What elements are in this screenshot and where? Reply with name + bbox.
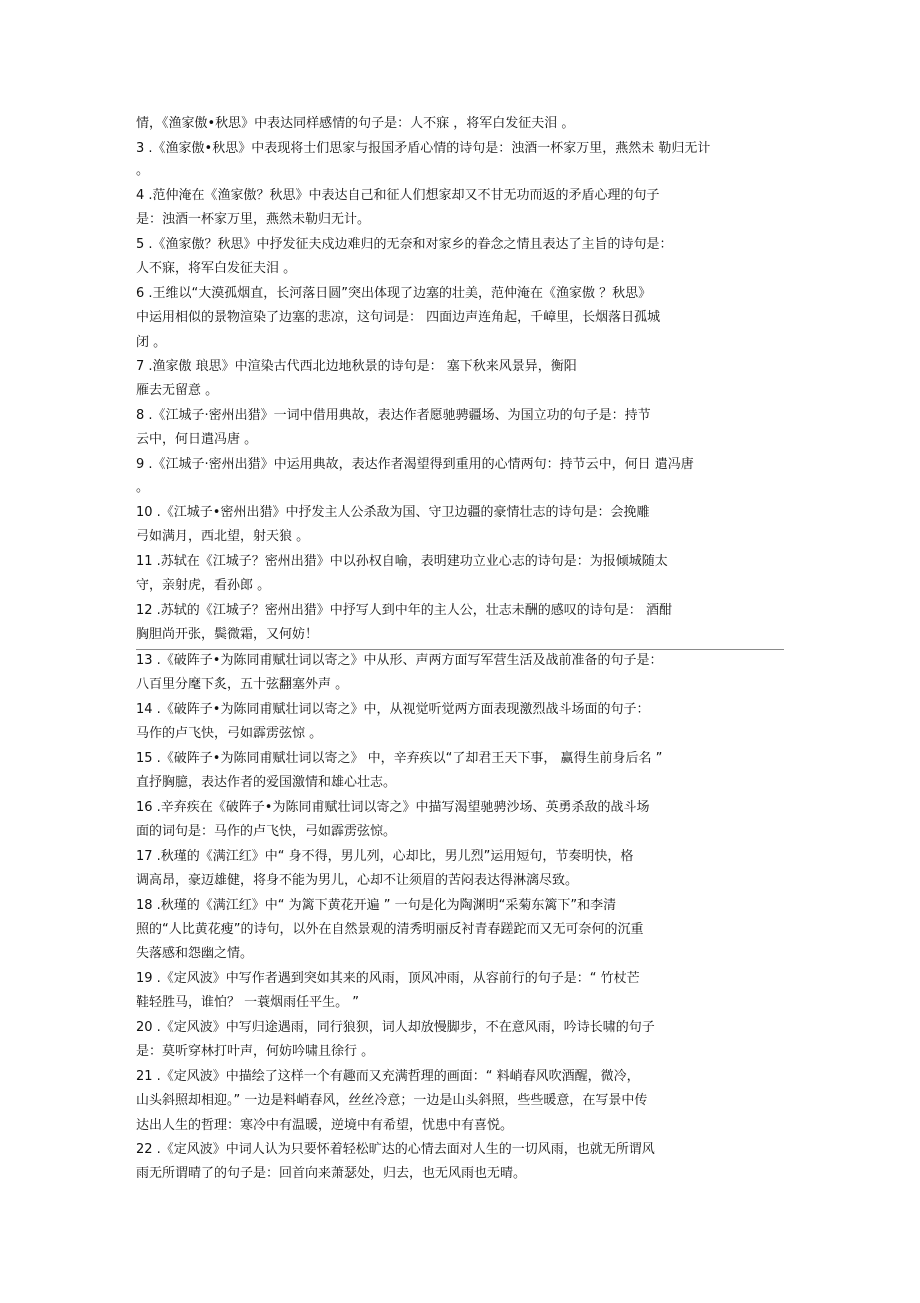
text-line-18: 弓如满月，西北望，射天狼 。 [136,529,310,544]
text-line-15: 9 .《江城子·密州出猎》中运用典故，表达作者渴望得到重用的心情两句：持节云中，何日 遣冯唐 [136,457,694,472]
text-line-11: 7 .渔家傲 琅思》中渲染古代西北边地秋景的诗句是： 塞下秋来风景异，衡阳 [136,359,577,374]
text-line-22: 胸胆尚开张，鬓微霜，又何妨！ [136,627,319,642]
text-line-27: 15 .《破阵子•为陈同甫赋壮词以寄之》 中，辛弃疾以“了却君王天下事， 赢得生前身后名 ” [136,751,663,766]
text-line-37: 鞋轻胜马，谁怕？ 一蓑烟雨任平生。 ” [136,995,359,1010]
text-line-23: 13 .《破阵子•为陈同甫赋壮词以寄之》中从形、声两方面写军营生活及战前准备的句子是： [136,653,663,668]
text-line-32: 调高昂，豪迈雄健，将身不能为男儿，心却不让须眉的苦闷表达得淋漓尽致。 [136,873,579,888]
text-line-19: 11 .苏轼在《江城子？密州出猎》中以孙权自喻，表明建功立业心志的诗句是：为报倾城随太 [136,554,668,569]
text-line-3: 。 [136,163,150,178]
text-line-25: 14 .《破阵子•为陈同甫赋壮词以寄之》中，从视觉听觉两方面表现激烈战斗场面的句子： [136,702,650,717]
text-line-38: 20 .《定风波》中写归途遇雨，同行狼狈，词人却放慢脚步，不在意风雨，吟诗长啸的句子 [136,1020,655,1035]
text-line-43: 22 .《定风波》中词人认为只要怀着轻松旷达的心情去面对人生的一切风雨，也就无所谓风 [136,1142,655,1157]
text-line-30: 面的词句是：马作的卢飞快，弓如霹雳弦惊。 [136,824,397,839]
text-line-34: 照的“人比黄花瘦”的诗句，以外在自然景观的清秀明丽反衬青春蹉跎而又无可奈何的沉重 [136,922,644,937]
text-line-28: 直抒胸臆，表达作者的爱国激情和雄心壮志。 [136,775,397,790]
text-line-26: 马作的卢飞快，弓如霹雳弦惊 。 [136,726,323,741]
text-line-33: 18 .秋瑾的《满江红》中“ 为篱下黄花开遍 ” 一句是化为陶渊明“采菊东篱下”和李清 [136,898,617,913]
text-line-42: 达出人生的哲理：寒冷中有温暖，逆境中有希望，忧患中有喜悦。 [136,1118,514,1133]
text-line-9: 中运用相似的景物渲染了边塞的悲凉，这句词是： 四面边声连角起，千嶂里，长烟落日孤城 [136,310,661,325]
text-line-29: 16 .辛弃疾在《破阵子•为陈同甫赋壮词以寄之》中描写渴望驰骋沙场、英勇杀敌的战斗场 [136,800,650,815]
text-line-1: 情，《渔家傲•秋思》中表达同样感情的句子是：人不寐 ，将军白发征夫泪 。 [136,116,575,131]
text-line-10: 闭 。 [136,335,167,350]
text-line-5: 是：浊酒一杯家万里，燕然未勒归无计。 [136,212,371,227]
text-line-17: 10 .《江城子•密州出猎》中抒发主人公杀敌为国、守卫边疆的豪情壮志的诗句是：会挽雕 [136,505,650,520]
text-line-7: 人不寐，将军白发征夫泪 。 [136,261,297,276]
text-line-40: 21 .《定风波》中描绘了这样一个有趣而又充满哲理的画面：“ 料峭春风吹酒醒，微冷， [136,1069,640,1084]
text-line-21: 12 .苏轼的《江城子？密州出猎》中抒写人到中年的主人公，壮志未酬的感叹的诗句是： 酒酣 [136,603,672,618]
text-line-8: 6 .王维以“大漠孤烟直，长河落日圆”突出体现了边塞的壮美，范仲淹在《渔家傲 ？秋思》 [136,286,652,301]
text-line-31: 17 .秋瑾的《满江红》中“ 身不得，男儿列，心却比，男儿烈”运用短句，节奏明快，格 [136,849,634,864]
text-line-41: 山头斜照却相迎。” 一边是料峭春风，丝丝冷意；一边是山头斜照，些些暖意，在写景中传 [136,1093,648,1108]
divider-line [136,649,784,650]
text-line-13: 8 .《江城子·密州出猎》一词中借用典故，表达作者愿驰骋疆场、为国立功的句子是：持节 [136,408,651,423]
text-line-39: 是：莫听穿林打叶声，何妨吟啸且徐行 。 [136,1044,375,1059]
text-line-44: 雨无所谓晴了的句子是：回首向来萧瑟处，归去，也无风雨也无晴。 [136,1166,527,1181]
text-line-12: 雁去无留意 。 [136,383,219,398]
text-line-6: 5 .《渔家傲？秋思》中抒发征夫戍边难归的无奈和对家乡的眷念之情且表达了主旨的诗句是： [136,237,673,252]
text-line-24: 八百里分麾下炙，五十弦翻塞外声 。 [136,677,349,692]
text-line-14: 云中，何日遣冯唐 。 [136,432,258,447]
text-line-35: 失落感和怨幽之情。 [136,946,254,961]
text-line-16: 。 [136,480,150,495]
text-line-20: 守，亲射虎，看孙郎 。 [136,578,271,593]
text-line-2: 3 .《渔家傲•秋思》中表现将士们思家与报国矛盾心情的诗句是：浊酒一杯家万里，燕然未 勒归无计 [136,141,711,156]
text-line-36: 19 .《定风波》中写作者遇到突如其来的风雨，顶风冲雨，从容前行的句子是：“ 竹杖芒 [136,971,640,986]
text-line-4: 4 .范仲淹在《渔家傲？秋思》中表达自己和征人们想家却又不甘无功而返的矛盾心理的句子 [136,188,660,203]
